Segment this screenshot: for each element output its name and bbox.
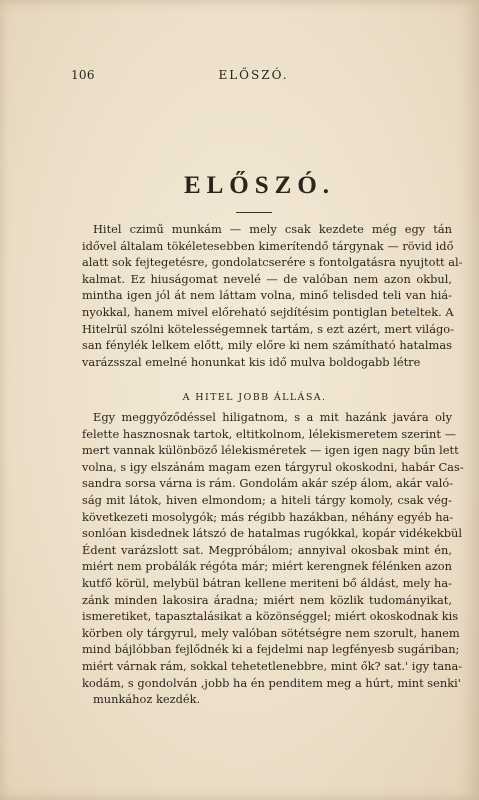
text-line: sandra sorsa várna is rám. Gondolám akár szép álom, akár való- bbox=[82, 476, 454, 491]
text-line: varázsszal emelné honunkat kis idő mulva boldogabb létre bbox=[82, 354, 421, 369]
text-line: mert vannak különböző lélekisméretek — igen igen nagy bűn lett bbox=[82, 443, 459, 458]
text-line: felette hasznosnak tartok, eltitkolnom, lélekismeretem szerint — bbox=[82, 426, 456, 441]
text-line: következeti mosolygók; más régibb hazákban, néhány egyéb ha- bbox=[82, 509, 454, 524]
title-rule bbox=[236, 212, 272, 213]
text-line: miért várnak rám, sokkal tehetetlenebbre, mint ők? sat.' igy tana- bbox=[82, 658, 463, 673]
text-line: mind bájlóbban fejlődnék ki a fejdelmi nap legfényesb sugáriban; bbox=[82, 642, 460, 657]
text-line: miért nem probálák régóta már; miért kerengnek félénken azon bbox=[82, 559, 452, 574]
text-line: ismeretiket, tapasztalásikat a közönséggel; miért okoskodnak kis bbox=[82, 609, 459, 624]
text-line: Hitel czimű munkám — mely csak kezdete még egy tán bbox=[93, 222, 452, 236]
text-line: munkához kezdék. bbox=[93, 692, 201, 707]
paragraph-2 bbox=[82, 409, 464, 708]
text-line: volna, s igy elszánám magam ezen tárgyrul okoskodni, habár Cas- bbox=[82, 459, 464, 474]
text-line: ság mit látok, hiven elmondom; a hiteli tárgy komoly, csak vég- bbox=[82, 492, 452, 507]
text-line: körben oly tárgyrul, mely valóban sötétségre nem szorult, hanem bbox=[82, 625, 460, 640]
text-line: idővel általam tökéletesebben kimerítendő tárgynak — rövid idő bbox=[82, 238, 454, 253]
text-line: zánk minden lakosira áradna; miért nem közlik tudományikat, bbox=[82, 592, 452, 607]
text-line: nyokkal, hanem mivel előreható sejdítésim pontiglan beteltek. A bbox=[82, 304, 454, 319]
section-subheading: A HITEL JOBB ÁLLÁSA. bbox=[182, 392, 327, 403]
text-line: kalmat. Ez hiuságomat nevelé — de valóban nem azon okbul, bbox=[82, 271, 452, 286]
text-line: kodám, s gondolván ,jobb ha én penditem meg a húrt, mint senki' bbox=[82, 675, 461, 690]
text-line: alatt sok fejtegetésre, gondolatcserére s fontolgatásra nyujtott al- bbox=[82, 255, 463, 270]
text-line: Egy meggyőződéssel hiligatnom, s a mit hazánk javára oly bbox=[93, 410, 452, 424]
text-line: Hitelrül szólni kötelességemnek tartám, s ezt azért, mert világo- bbox=[82, 321, 454, 336]
text-line: sonlóan kisdednek látszó de hatalmas rugókkal, kopár vidékekbül bbox=[82, 526, 463, 541]
page-header bbox=[0, 64, 479, 84]
text-line: kutfő körül, melybül bátran kellene meriteni bő áldást, mely ha- bbox=[82, 575, 452, 590]
text-line: Édent varázslott sat. Megpróbálom; annyival okosbak mint én, bbox=[82, 542, 452, 557]
paragraph-1 bbox=[82, 221, 463, 370]
text-line: san fénylék lelkem előtt, mily előre ki nem számítható hatalmas bbox=[82, 338, 452, 353]
chapter-title: ELŐSZÓ. bbox=[183, 172, 336, 199]
text-line: mintha igen jól át nem láttam volna, minő telisded teli van hiá- bbox=[82, 288, 452, 303]
page-number: 106 bbox=[71, 68, 95, 82]
running-head: ELŐSZÓ. bbox=[218, 68, 289, 82]
